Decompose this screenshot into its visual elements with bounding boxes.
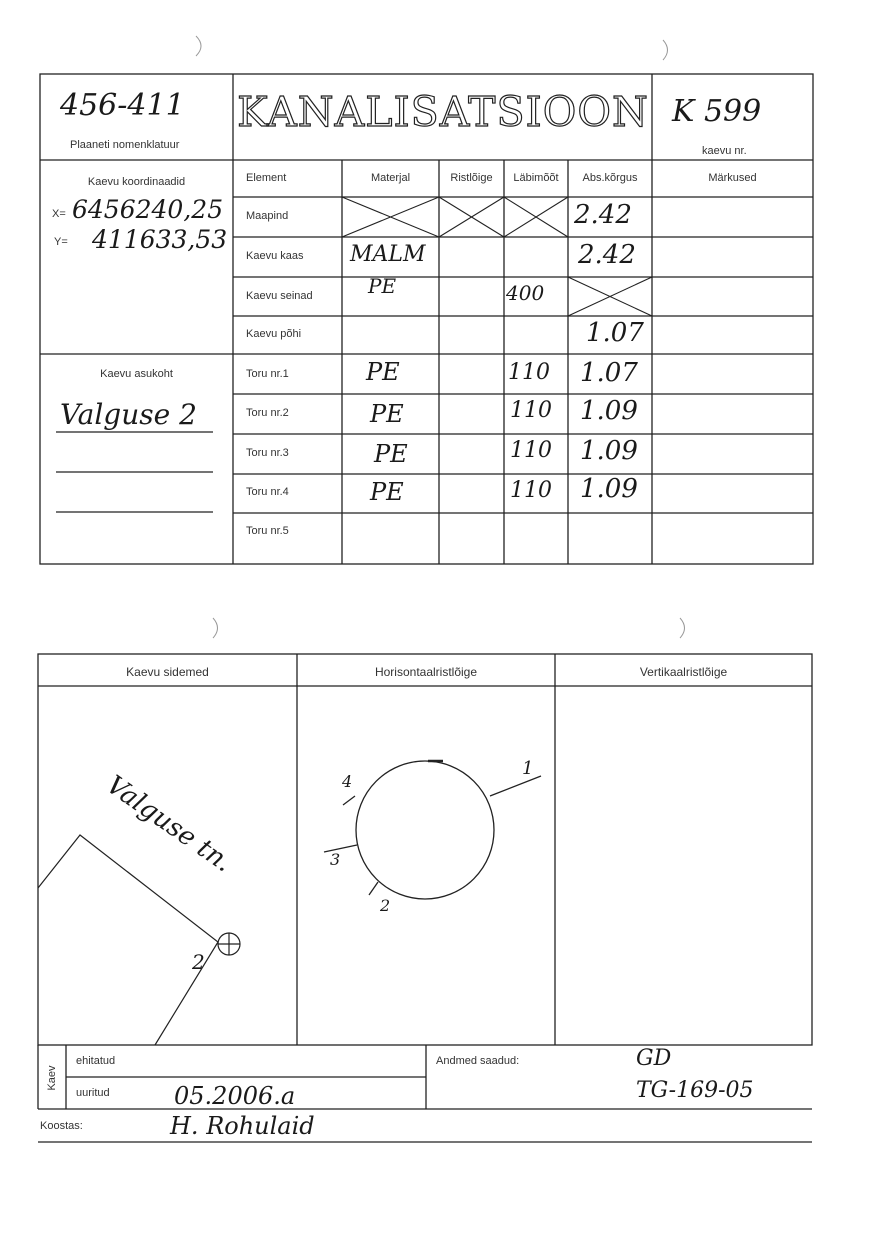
koostas-label: Koostas: bbox=[40, 1120, 83, 1132]
row-diameter: 110 bbox=[510, 478, 552, 503]
row-element: Toru nr.3 bbox=[246, 447, 289, 459]
row-element: Maapind bbox=[246, 210, 289, 222]
y-coordinate-value: 411633,53 bbox=[92, 225, 228, 254]
sketch-pipe-number: 2 bbox=[192, 950, 205, 974]
row-material: PE bbox=[374, 440, 408, 468]
y-prefix: Y= bbox=[54, 236, 68, 248]
row-material: PE bbox=[370, 478, 404, 506]
row-material: PE bbox=[370, 400, 404, 428]
uuritud-label: uuritud bbox=[76, 1087, 110, 1099]
row-element: Toru nr.4 bbox=[246, 486, 289, 498]
nomenclature-value: 456-411 bbox=[60, 88, 185, 123]
coordinates-label: Kaevu koordinaadid bbox=[87, 176, 186, 188]
x-coordinate-value: 6456240,25 bbox=[72, 195, 224, 224]
row-material: MALM bbox=[350, 242, 426, 267]
row-height: 1.07 bbox=[580, 358, 638, 388]
row-diameter: 110 bbox=[508, 360, 550, 385]
row-element: Toru nr.1 bbox=[246, 368, 289, 380]
header-vertical-section: Vertikaalristlõige bbox=[639, 665, 728, 679]
location-value: Valguse 2 bbox=[60, 398, 197, 431]
row-element: Toru nr.2 bbox=[246, 407, 289, 419]
ehitatud-label: ehitatud bbox=[76, 1055, 116, 1067]
nomenclature-label: Plaaneti nomenklatuur bbox=[70, 139, 180, 151]
well-number-label: kaevu nr. bbox=[702, 145, 747, 157]
row-material: PE bbox=[366, 358, 400, 386]
row-material: PE bbox=[368, 274, 397, 298]
pipe-label-4: 4 bbox=[342, 772, 353, 791]
row-element: Kaevu põhi bbox=[246, 328, 302, 340]
pipe-label-2: 2 bbox=[380, 896, 391, 915]
row-element: Toru nr.5 bbox=[246, 525, 289, 537]
row-height: 1.09 bbox=[580, 396, 638, 426]
sketch-street-name: Valguse tn. bbox=[100, 770, 238, 879]
row-height: 1.09 bbox=[580, 436, 638, 466]
row-height: 1.09 bbox=[580, 474, 638, 504]
header-horizontal-section: Horisontaalristlõige bbox=[374, 665, 478, 679]
andmed-value-2: TG-169-05 bbox=[636, 1078, 754, 1103]
well-number-value: K 599 bbox=[672, 94, 762, 129]
andmed-value-1: GD bbox=[636, 1046, 672, 1071]
header-notes: Märkused bbox=[708, 172, 757, 184]
uuritud-value: 05.2006.a bbox=[174, 1082, 296, 1110]
header-element: Element bbox=[246, 172, 287, 184]
header-material: Materjal bbox=[370, 172, 411, 184]
koostas-value: H. Rohulaid bbox=[170, 1112, 315, 1140]
andmed-label: Andmed saadud: bbox=[436, 1055, 520, 1067]
row-element: Kaevu kaas bbox=[246, 250, 304, 262]
row-height: 2.42 bbox=[578, 240, 636, 270]
row-diameter: 400 bbox=[506, 281, 545, 305]
header-cross-section: Ristlõige bbox=[450, 172, 493, 184]
row-diameter: 110 bbox=[510, 398, 552, 423]
location-label: Kaevu asukoht bbox=[100, 368, 173, 380]
row-diameter: 110 bbox=[510, 438, 552, 463]
pipe-label-1: 1 bbox=[522, 758, 534, 779]
row-height: 2.42 bbox=[574, 200, 632, 230]
row-height: 1.07 bbox=[586, 318, 644, 348]
horizontal-section-drawing bbox=[324, 761, 541, 899]
pipe-label-3: 3 bbox=[330, 850, 341, 869]
header-well-connections: Kaevu sidemed bbox=[126, 665, 209, 679]
kaev-label: Kaev bbox=[46, 1065, 58, 1091]
x-prefix: X= bbox=[52, 208, 66, 220]
header-diameter: Läbimõõt bbox=[513, 172, 559, 184]
form-title: KANALISATSIOON bbox=[237, 88, 649, 136]
row-element: Kaevu seinad bbox=[246, 290, 313, 302]
header-abs-height: Abs.kõrgus bbox=[582, 172, 638, 184]
